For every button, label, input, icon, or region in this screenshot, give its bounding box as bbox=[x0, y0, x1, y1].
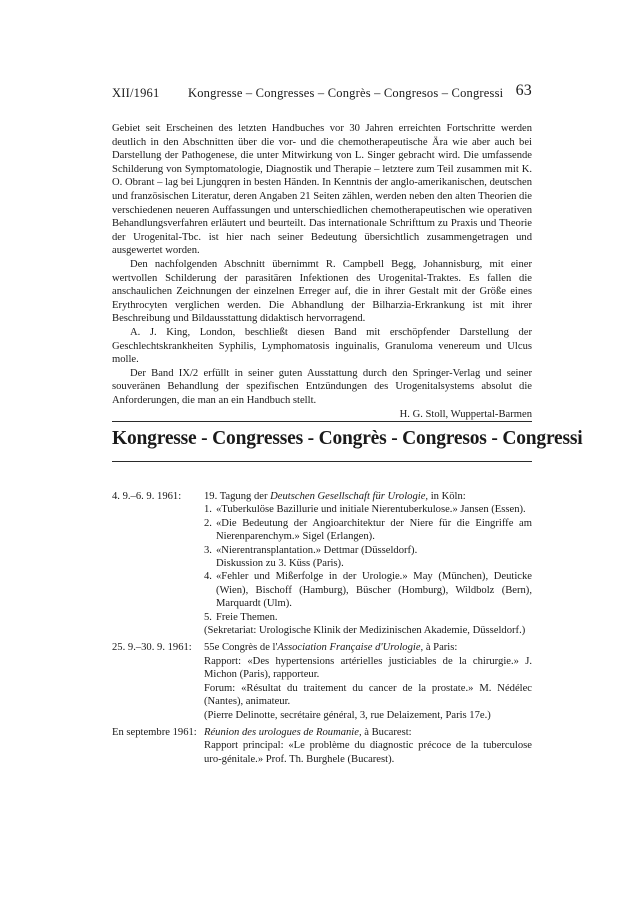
volume-label: XII/1961 bbox=[112, 86, 160, 100]
program-item: 2. «Die Bedeutung der Angioarchitektur der Niere für die Eingriffe am Nierenparenchym.» Sigel (Erlangen). bbox=[204, 517, 532, 543]
program-item: 3. «Nierentransplantation.» Dettmar (Düsseldorf). bbox=[204, 544, 418, 556]
section-title: Kongresse - Congresses - Congrès - Congresos - Congressi bbox=[112, 428, 583, 449]
review-paragraph: Der Band IX/2 erfüllt in seiner guten Ausstattung durch den Springer-Verlag und seiner souveränen Behandlung der spezifischen Entzündungen des Urogenitalsystems absolut die Anforderungen, die man an ein Handbuch stellt. bbox=[112, 367, 532, 406]
congress-entry bbox=[112, 726, 532, 766]
review-paragraph: A. J. King, London, beschließt diesen Band mit erschöpfender Darstellung der Geschlechtskrankheiten Syphilis, Lymphomatosis inguinalis, Granuloma venereum und Ulcus molle. bbox=[112, 326, 532, 366]
review-paragraph: Den nachfolgenden Abschnitt übernimmt R. Campbell Begg, Johannisburg, mit einer wertvollen Schilderung der parasitären Infektionen des Urogenital-Traktes. Es fallen die anschaulichen Zeichnungen der einzelnen Erreger auf, die in ihrer Gestalt mit der Größe eines Erythrocyten verglichen werden. Die Abhandlung der Bilharzia-Erkrankung ist mit ihrer Beschreibung und Bildausstattung didaktisch hervorragend. bbox=[112, 258, 532, 325]
review-text bbox=[112, 122, 532, 422]
congress-entry bbox=[112, 490, 532, 637]
reviewer-signature: H. G. Stoll, Wuppertal-Barmen bbox=[399, 409, 532, 421]
running-head-title: Kongresse – Congresses – Congrès – Congresos – Congressi bbox=[188, 86, 504, 100]
congress-heading: 55e Congrès de l'Association Française d'Urologie, à Paris: bbox=[204, 642, 458, 654]
congress-heading: 19. Tagung der Deutschen Gesellschaft für Urologie, in Köln: bbox=[204, 491, 466, 502]
program-line: Rapport: «Des hypertensions artérielles justiciables de la chirurgie.» J. Michon (Paris), rapporteur. bbox=[204, 655, 532, 681]
program-item: 4. «Fehler und Mißerfolge in der Urologie.» May (München), Deuticke (Wien), Bischoff (Hamburg), Büscher (Homburg), Wildbolz (Bern), Marquardt (Ulm). bbox=[204, 571, 532, 610]
congress-heading: Réunion des urologues de Roumanie, à Bucarest: bbox=[204, 726, 412, 738]
program-item: 1. «Tuberkulöse Bazillurie und initiale Nierentuberkulose.» Jansen (Essen). bbox=[204, 504, 526, 516]
congress-details bbox=[204, 726, 532, 766]
page-number: 63 bbox=[515, 82, 532, 99]
society-name: Deutschen Gesellschaft für Urologie, bbox=[270, 491, 429, 502]
section-rule-bottom bbox=[112, 461, 532, 462]
program-line: (Pierre Delinotte, secrétaire général, 3, rue Delaizement, Paris 17e.) bbox=[204, 709, 491, 721]
congress-details bbox=[204, 490, 532, 637]
congress-list bbox=[112, 490, 532, 770]
review-paragraph: Gebiet seit Erscheinen des letzten Handbuches vor 30 Jahren erreichten Fortschritte werden deutlich in den Abschnitten über die vor- und die chemotherapeutische Ära wie aber auch bei Darstellung der Pathogenese, die unter Mitwirkung von L. Singer gebracht wird. Die umfassende Schilderung von Symptomatologie, Diagnostik und Therapie – letztere zum Teil zusammen mit K. O. Obrant – lag bei Ljungqren in besten Händen. In Kenntnis der anglo-amerikanischen, deutschen und französischen Literatur, deren Angaben 21 Seiten zählen, werden neben den alten Theorien die verschiedenen neueren Auffassungen und unterschiedlichen chemotherapeutischen wie operativen Behandlungsverfahren erläutert und beurteilt. Das internationale Schrifttum zu Praxis und Theorie der Urogenital-Tbc. ist hier nach seiner Bedeutung übersichtlich zusammengetragen und ausgewertet worden. bbox=[112, 123, 532, 257]
congress-date: 25. 9.–30. 9. 1961: bbox=[112, 642, 192, 654]
program-item: Diskussion zu 3. Küss (Paris). bbox=[216, 558, 344, 570]
society-name: Association Française d'Urologie, bbox=[277, 642, 424, 654]
congress-date: En septembre 1961: bbox=[112, 726, 197, 738]
program-line: Rapport principal: «Le problème du diagnostic précoce de la tuberculose uro-génitale.» Prof. Th. Burghele (Bucarest). bbox=[204, 740, 532, 765]
program-item: 5. Freie Themen. bbox=[204, 611, 278, 623]
congress-entry bbox=[112, 641, 532, 721]
section-rule-top bbox=[112, 421, 532, 422]
society-name: Réunion des urologues de Roumanie, bbox=[204, 726, 362, 738]
program-line: Forum: «Résultat du traitement du cancer de la prostate.» M. Nédélec (Nantes), animateur. bbox=[204, 682, 532, 708]
congress-date: 4. 9.–6. 9. 1961: bbox=[112, 491, 182, 502]
congress-details bbox=[204, 641, 532, 721]
secretariat-note: (Sekretariat: Urologische Klinik der Medizinischen Akademie, Düsseldorf.) bbox=[204, 625, 526, 637]
running-head bbox=[112, 80, 532, 104]
